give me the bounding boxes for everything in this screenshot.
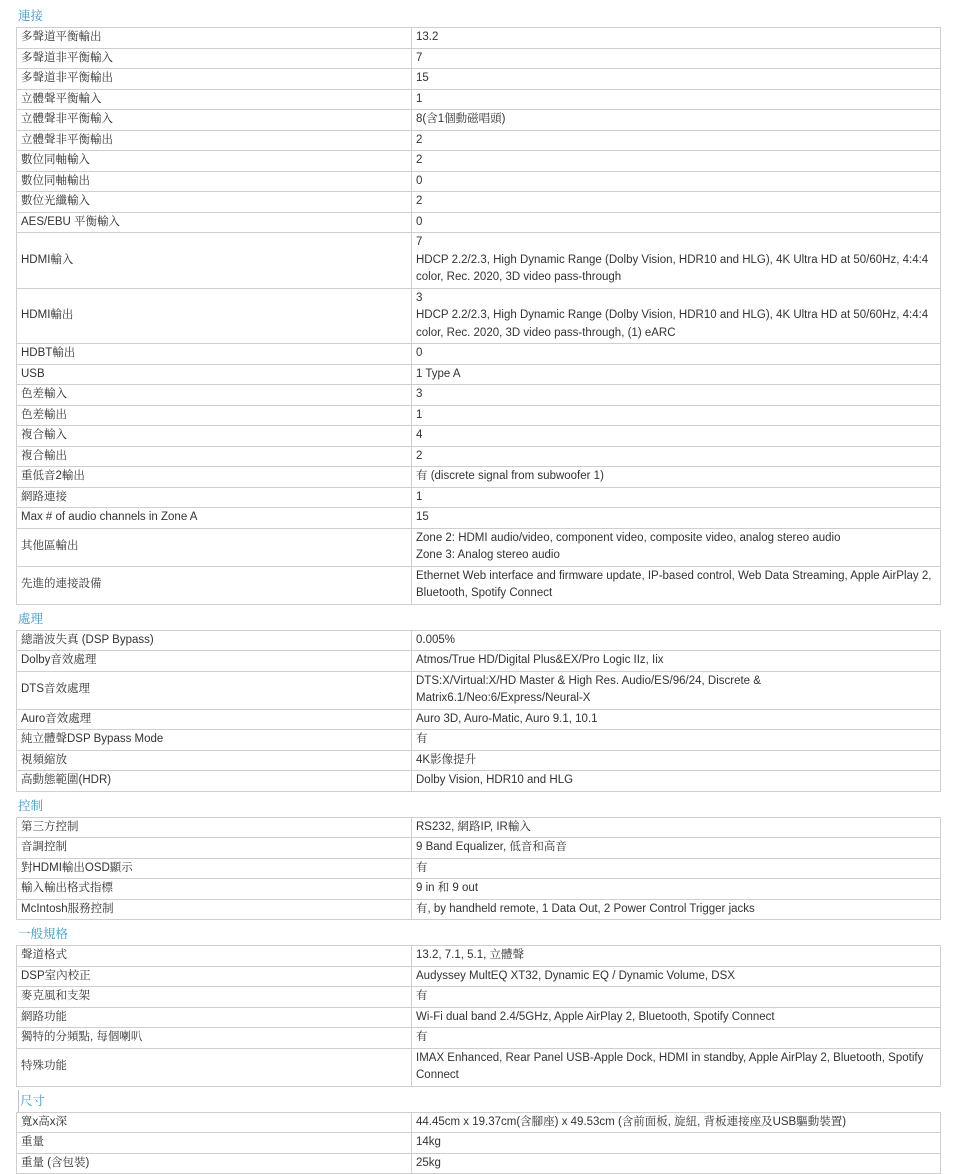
section-dimensions [16,1090,941,1174]
spec-value: 4 [412,426,941,447]
spec-row [17,750,941,771]
spec-row [17,987,941,1008]
spec-label: 多聲道非平衡輸入 [17,48,412,69]
spec-label: 音調控制 [17,838,412,859]
spec-value: 2 [412,151,941,172]
spec-value: 1 [412,405,941,426]
spec-value: 7 [412,48,941,69]
spec-value: 有 [412,730,941,751]
section-title [16,1090,941,1112]
section-connections [16,5,941,605]
spec-value: RS232, 網路IP, IR輸入 [412,817,941,838]
spec-row [17,771,941,792]
spec-row [17,130,941,151]
spec-row [17,879,941,900]
spec-label: 重低音2輸出 [17,467,412,488]
spec-value: Atmos/True HD/Digital Plus&EX/Pro Logic IIz, Iix [412,651,941,672]
spec-label: 特殊功能 [17,1048,412,1086]
spec-label: 輸入輸出格式指標 [17,879,412,900]
spec-value: 2 [412,446,941,467]
spec-label: 網路連接 [17,487,412,508]
spec-value: 0.005% [412,630,941,651]
spec-value: IMAX Enhanced, Rear Panel USB-Apple Dock, HDMI in standby, Apple AirPlay 2, Bluetooth, Spotify Connect [412,1048,941,1086]
spec-row [17,171,941,192]
spec-row [17,28,941,49]
spec-label: 其他區輸出 [17,528,412,566]
spec-row [17,1153,941,1174]
spec-row [17,212,941,233]
spec-table [16,945,941,1087]
spec-value: 3 HDCP 2.2/2.3, High Dynamic Range (Dolby Vision, HDR10 and HLG), 4K Ultra HD at 50/60Hz, 4:4:4 color, Rec. 2020, 3D video pass-through, (1) eARC [412,288,941,344]
spec-label: 純立體聲DSP Bypass Mode [17,730,412,751]
spec-value: 3 [412,385,941,406]
spec-value: Wi-Fi dual band 2.4/5GHz, Apple AirPlay 2, Bluetooth, Spotify Connect [412,1007,941,1028]
section-title: 一般規格 [16,923,941,945]
section-processing [16,608,941,792]
section-control [16,795,941,921]
spec-row [17,946,941,967]
spec-label: HDMI輸入 [17,233,412,289]
spec-label: AES/EBU 平衡輸入 [17,212,412,233]
spec-value: 9 Band Equalizer, 低音和高音 [412,838,941,859]
spec-row [17,405,941,426]
spec-label: 數位光纖輸入 [17,192,412,213]
spec-label: 色差輸出 [17,405,412,426]
spec-table [16,1112,941,1174]
section-general [16,923,941,1087]
spec-row [17,192,941,213]
spec-label: DSP室內校正 [17,966,412,987]
spec-row [17,1133,941,1154]
spec-value: 15 [412,508,941,529]
spec-row [17,446,941,467]
spec-label: 立體聲非平衡輸出 [17,130,412,151]
spec-table [16,27,941,605]
spec-row [17,467,941,488]
spec-value: 8(含1個動磁唱頭) [412,110,941,131]
spec-row [17,730,941,751]
spec-label: HDBT輸出 [17,344,412,365]
spec-value: 有 [412,858,941,879]
spec-label: 獨特的分頻點, 每個喇叭 [17,1028,412,1049]
spec-row [17,651,941,672]
spec-label: 數位同軸輸出 [17,171,412,192]
spec-label: 第三方控制 [17,817,412,838]
spec-row [17,1007,941,1028]
spec-value: 1 [412,487,941,508]
spec-value: 0 [412,344,941,365]
spec-value: Zone 2: HDMI audio/video, component video, composite video, analog stereo audio Zone 3: Analog stereo audio [412,528,941,566]
spec-value: Audyssey MultEQ XT32, Dynamic EQ / Dynamic Volume, DSX [412,966,941,987]
spec-value: 13.2, 7.1, 5.1, 立體聲 [412,946,941,967]
spec-row [17,344,941,365]
section-title: 連接 [16,5,941,27]
spec-label: 網路功能 [17,1007,412,1028]
spec-value: 4K影像提升 [412,750,941,771]
spec-value: 25kg [412,1153,941,1174]
spec-label: 高動態範圍(HDR) [17,771,412,792]
spec-row [17,89,941,110]
spec-row [17,288,941,344]
spec-label: 視頻縮放 [17,750,412,771]
section-title: 處理 [16,608,941,630]
spec-row [17,817,941,838]
spec-label: USB [17,364,412,385]
spec-row [17,1112,941,1133]
spec-label: 總諧波失真 (DSP Bypass) [17,630,412,651]
spec-row [17,966,941,987]
spec-row [17,566,941,604]
spec-label: 重量 (含包裝) [17,1153,412,1174]
spec-label: 色差輸入 [17,385,412,406]
spec-label: 複合輸入 [17,426,412,447]
spec-label: 多聲道非平衡輸出 [17,69,412,90]
spec-row [17,487,941,508]
spec-value: 有 [412,1028,941,1049]
spec-label: McIntosh服務控制 [17,899,412,920]
spec-value: 1 Type A [412,364,941,385]
spec-row [17,233,941,289]
spec-label: 先進的連接設備 [17,566,412,604]
spec-value: 7 HDCP 2.2/2.3, High Dynamic Range (Dolby Vision, HDR10 and HLG), 4K Ultra HD at 50/60Hz, 4:4:4 color, Rec. 2020, 3D video pass-through [412,233,941,289]
spec-value: 1 [412,89,941,110]
spec-row [17,69,941,90]
spec-value: 9 in 和 9 out [412,879,941,900]
spec-row [17,385,941,406]
spec-value: 有, by handheld remote, 1 Data Out, 2 Power Control Trigger jacks [412,899,941,920]
spec-row [17,426,941,447]
spec-value: 15 [412,69,941,90]
spec-row [17,528,941,566]
spec-value: 44.45cm x 19.37cm(含腳座) x 49.53cm (含前面板, 旋紐, 背板連接座及USB驅動裝置) [412,1112,941,1133]
spec-table [16,817,941,921]
section-title: 控制 [16,795,941,817]
spec-row [17,364,941,385]
spec-row [17,671,941,709]
spec-label: 數位同軸輸入 [17,151,412,172]
spec-row [17,709,941,730]
spec-row [17,48,941,69]
spec-value: 2 [412,130,941,151]
section-title-text: 尺寸 [18,1090,45,1112]
spec-label: 聲道格式 [17,946,412,967]
spec-label: Max # of audio channels in Zone A [17,508,412,529]
spec-label: Auro音效處理 [17,709,412,730]
spec-row [17,151,941,172]
spec-label: 對HDMI輸出OSD顯示 [17,858,412,879]
spec-value: Auro 3D, Auro-Matic, Auro 9.1, 10.1 [412,709,941,730]
spec-value: 14kg [412,1133,941,1154]
spec-row [17,508,941,529]
spec-value: Dolby Vision, HDR10 and HLG [412,771,941,792]
spec-value: 有 (discrete signal from subwoofer 1) [412,467,941,488]
spec-value: 0 [412,212,941,233]
spec-label: 立體聲平衡輸入 [17,89,412,110]
spec-row [17,838,941,859]
spec-table [16,630,941,792]
spec-row [17,110,941,131]
spec-label: HDMI輸出 [17,288,412,344]
spec-value: 13.2 [412,28,941,49]
spec-value: Ethernet Web interface and firmware update, IP-based control, Web Data Streaming, Apple AirPlay 2, Bluetooth, Spotify Connect [412,566,941,604]
spec-row [17,1048,941,1086]
spec-label: 麥克風和支架 [17,987,412,1008]
spec-label: 立體聲非平衡輸入 [17,110,412,131]
spec-label: 重量 [17,1133,412,1154]
spec-label: 多聲道平衡輸出 [17,28,412,49]
spec-row [17,630,941,651]
spec-row [17,858,941,879]
spec-row [17,1028,941,1049]
spec-label: DTS音效處理 [17,671,412,709]
spec-value: DTS:X/Virtual:X/HD Master & High Res. Audio/ES/96/24, Discrete & Matrix6.1/Neo:6/Express/Neural-X [412,671,941,709]
spec-label: Dolby音效處理 [17,651,412,672]
spec-value: 0 [412,171,941,192]
spec-row [17,899,941,920]
spec-value: 2 [412,192,941,213]
spec-label: 複合輸出 [17,446,412,467]
spec-label: 寬x高x深 [17,1112,412,1133]
spec-value: 有 [412,987,941,1008]
